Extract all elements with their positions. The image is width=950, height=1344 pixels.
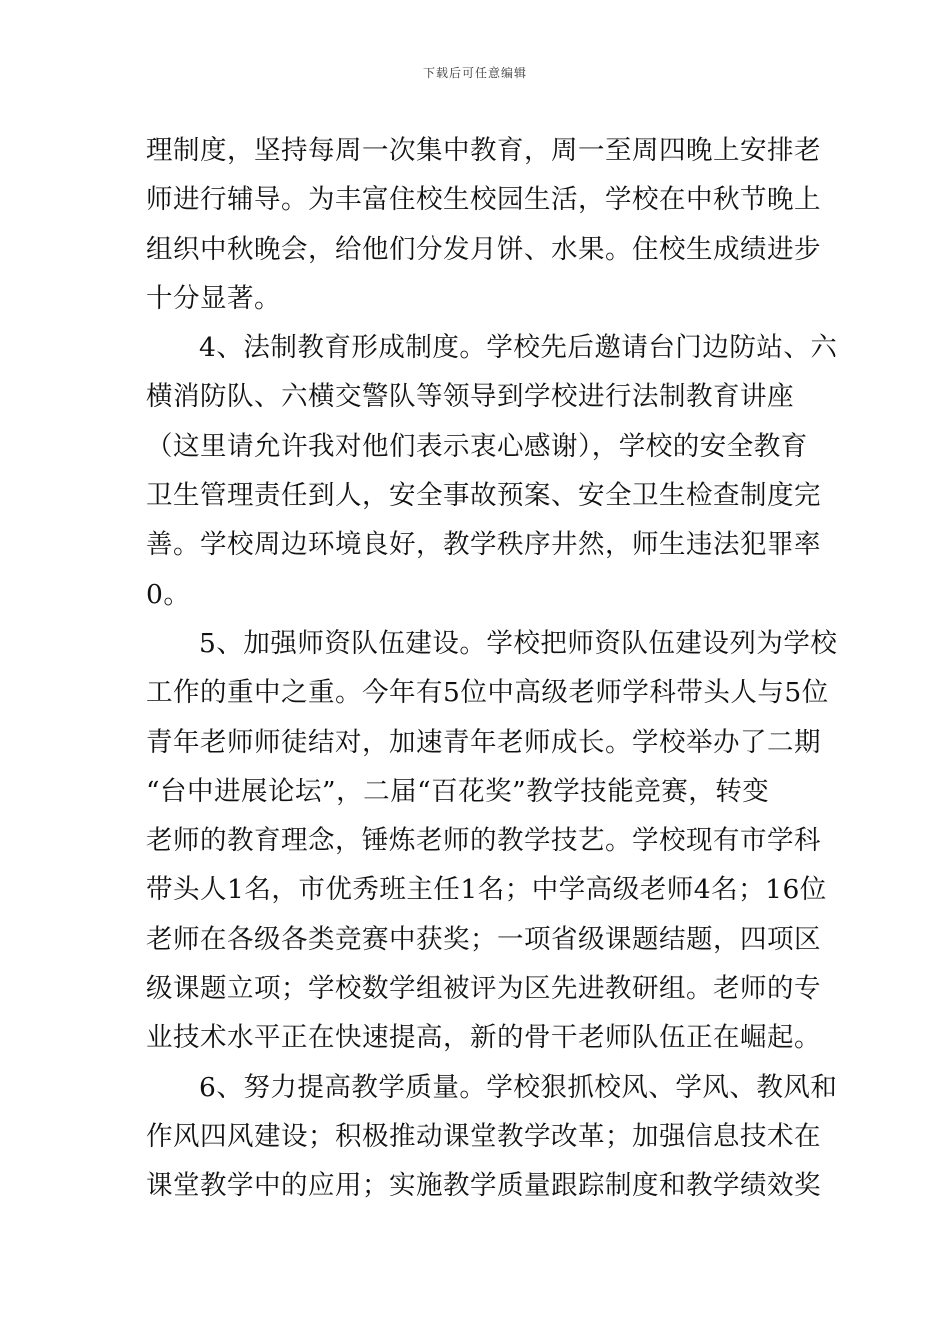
text-line: 6、努力提高教学质量。学校狠抓校风、学风、教风和 <box>199 1071 838 1103</box>
text-line: 善。学校周边环境良好，教学秩序井然，师生违法犯罪率 <box>146 529 821 561</box>
page-header-note: 下载后可任意编辑 <box>422 66 527 80</box>
text-line: 带头人1名，市优秀班主任1名；中学高级老师4名；16位 <box>146 874 827 906</box>
text-line: 横消防队、六横交警队等领导到学校进行法制教育讲座 <box>146 381 794 413</box>
text-line: 老师在各级各类竞赛中获奖；一项省级课题结题，四项区 <box>146 923 821 955</box>
text-line: （这里请允许我对他们表示衷心感谢），学校的安全教育 <box>146 430 808 462</box>
text-line: 老师的教育理念，锤炼老师的教学技艺。学校现有市学科 <box>146 825 821 857</box>
text-line: 0。 <box>146 578 191 610</box>
document-body <box>146 126 838 1211</box>
text-line: 卫生管理责任到人，安全事故预案、安全卫生检查制度完 <box>146 480 821 512</box>
text-line: 十分显著。 <box>146 282 281 314</box>
text-line: 4、法制教育形成制度。学校先后邀请台门边防站、六 <box>199 332 838 364</box>
text-line: 师进行辅导。为丰富住校生校园生活，学校在中秋节晚上 <box>146 184 821 216</box>
text-line: “台中进展论坛”，二届“百花奖”教学技能竞赛，转变 <box>146 775 770 807</box>
text-line: 青年老师师徒结对，加速青年老师成长。学校举办了二期 <box>146 726 821 758</box>
text-line: 级课题立项；学校数学组被评为区先进教研组。老师的专 <box>146 973 821 1005</box>
text-line: 理制度，坚持每周一次集中教育，周一至周四晚上安排老 <box>146 135 821 166</box>
text-line: 作风四风建设；积极推动课堂教学改革；加强信息技术在 <box>146 1120 821 1152</box>
text-line: 业技术水平正在快速提高，新的骨干老师队伍正在崛起。 <box>146 1022 821 1054</box>
text-line: 课堂教学中的应用；实施教学质量跟踪制度和教学绩效奖 <box>146 1170 821 1202</box>
text-line: 工作的重中之重。今年有5位中高级老师学科带头人与5位 <box>146 677 829 709</box>
text-line: 组织中秋晚会，给他们分发月饼、水果。住校生成绩进步 <box>146 233 821 265</box>
text-line: 5、加强师资队伍建设。学校把师资队伍建设列为学校 <box>199 627 838 659</box>
